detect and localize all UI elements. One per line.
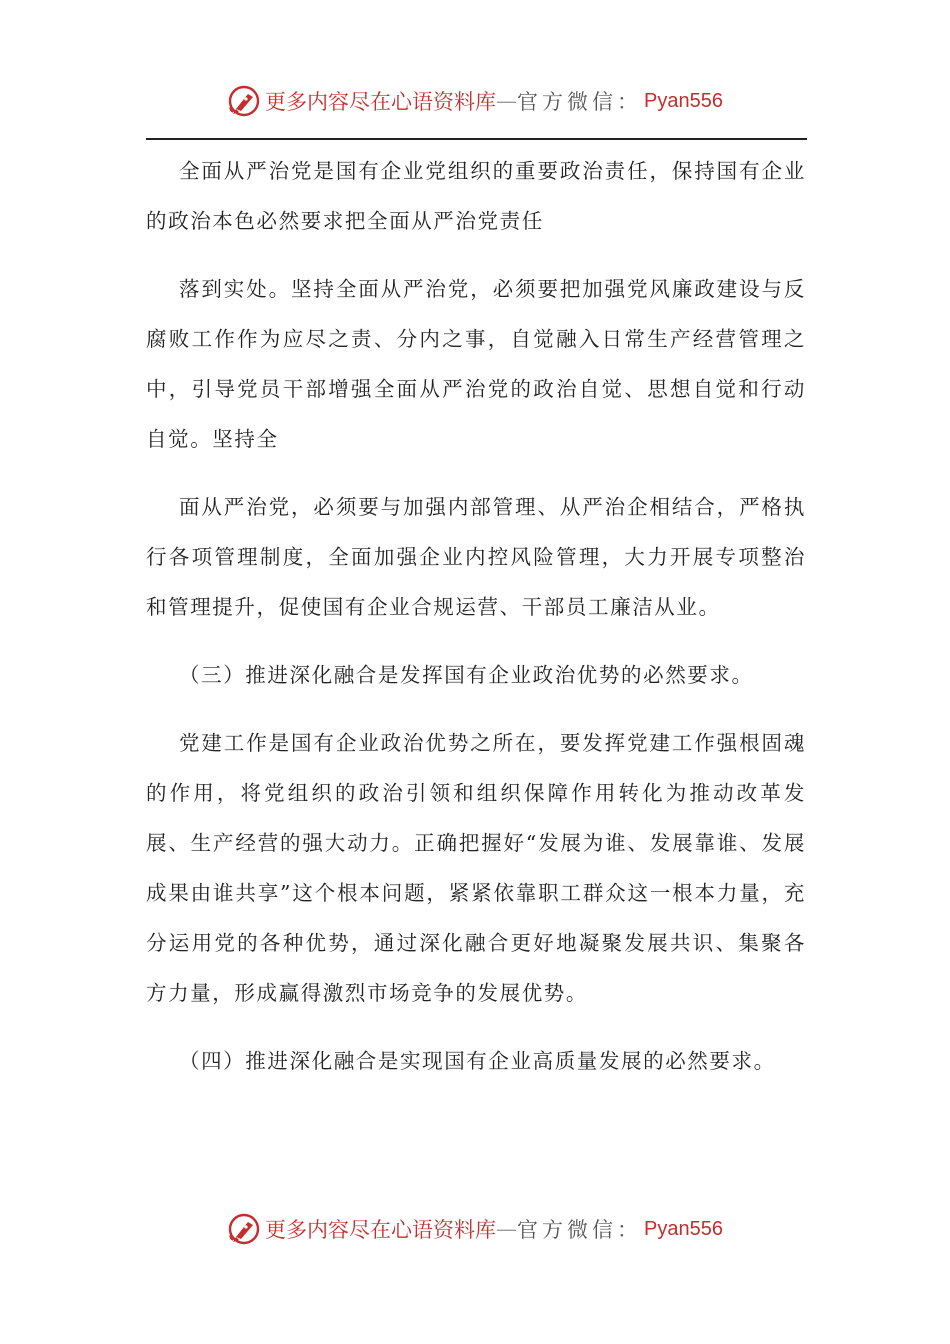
- brand-title: 更多内容尽在心语资料库: [265, 90, 497, 114]
- wechat-id: Pyan556: [644, 89, 723, 112]
- brand-separator: —: [496, 89, 518, 113]
- pen-nib-logo-icon: [227, 84, 261, 118]
- section-heading: （四）推进深化融合是实现国有企业高质量发展的必然要求。: [179, 1049, 776, 1073]
- paragraph: 全面从严治党是国有企业党组织的重要政治责任，保持国有企业的政治本色必然要求把全面从严治党责任: [146, 159, 806, 233]
- header-divider: [146, 138, 807, 140]
- page-header: [0, 84, 950, 118]
- wechat-id: Pyan556: [644, 1217, 723, 1240]
- wechat-label: 官方微信：: [517, 1218, 643, 1242]
- brand-separator: —: [496, 1217, 518, 1241]
- paragraph: 党建工作是国有企业政治优势之所在，要发挥党建工作强根固魂的作用，将党组织的政治引领和组织保障作用转化为推动改革发展、生产经营的强大动力。正确把握好“发展为谁、发展靠谁、发展成果由谁共享”这个根本问题，紧紧依靠职工群众这一根本力量，充分运用党的各种优势，通过深化融合更好地凝聚发展共识、集聚各方力量，形成赢得激烈市场竞争的发展优势。: [146, 731, 806, 1005]
- pen-nib-logo-icon: [227, 1212, 261, 1246]
- brand-title: 更多内容尽在心语资料库: [265, 1218, 497, 1242]
- section-heading: （三）推进深化融合是发挥国有企业政治优势的必然要求。: [179, 663, 754, 687]
- paragraph: 落到实处。坚持全面从严治党，必须要把加强党风廉政建设与反腐败工作作为应尽之责、分内之事，自觉融入日常生产经营管理之中，引导党员干部增强全面从严治党的政治自觉、思想自觉和行动自觉。坚持全: [146, 277, 806, 451]
- page-footer: [0, 1212, 950, 1246]
- wechat-label: 官方微信：: [517, 90, 643, 114]
- paragraph: 面从严治党，必须要与加强内部管理、从严治企相结合，严格执行各项管理制度，全面加强企业内控风险管理，大力开展专项整治和管理提升，促使国有企业合规运营、干部员工廉洁从业。: [146, 495, 806, 619]
- document-body: [146, 146, 806, 1086]
